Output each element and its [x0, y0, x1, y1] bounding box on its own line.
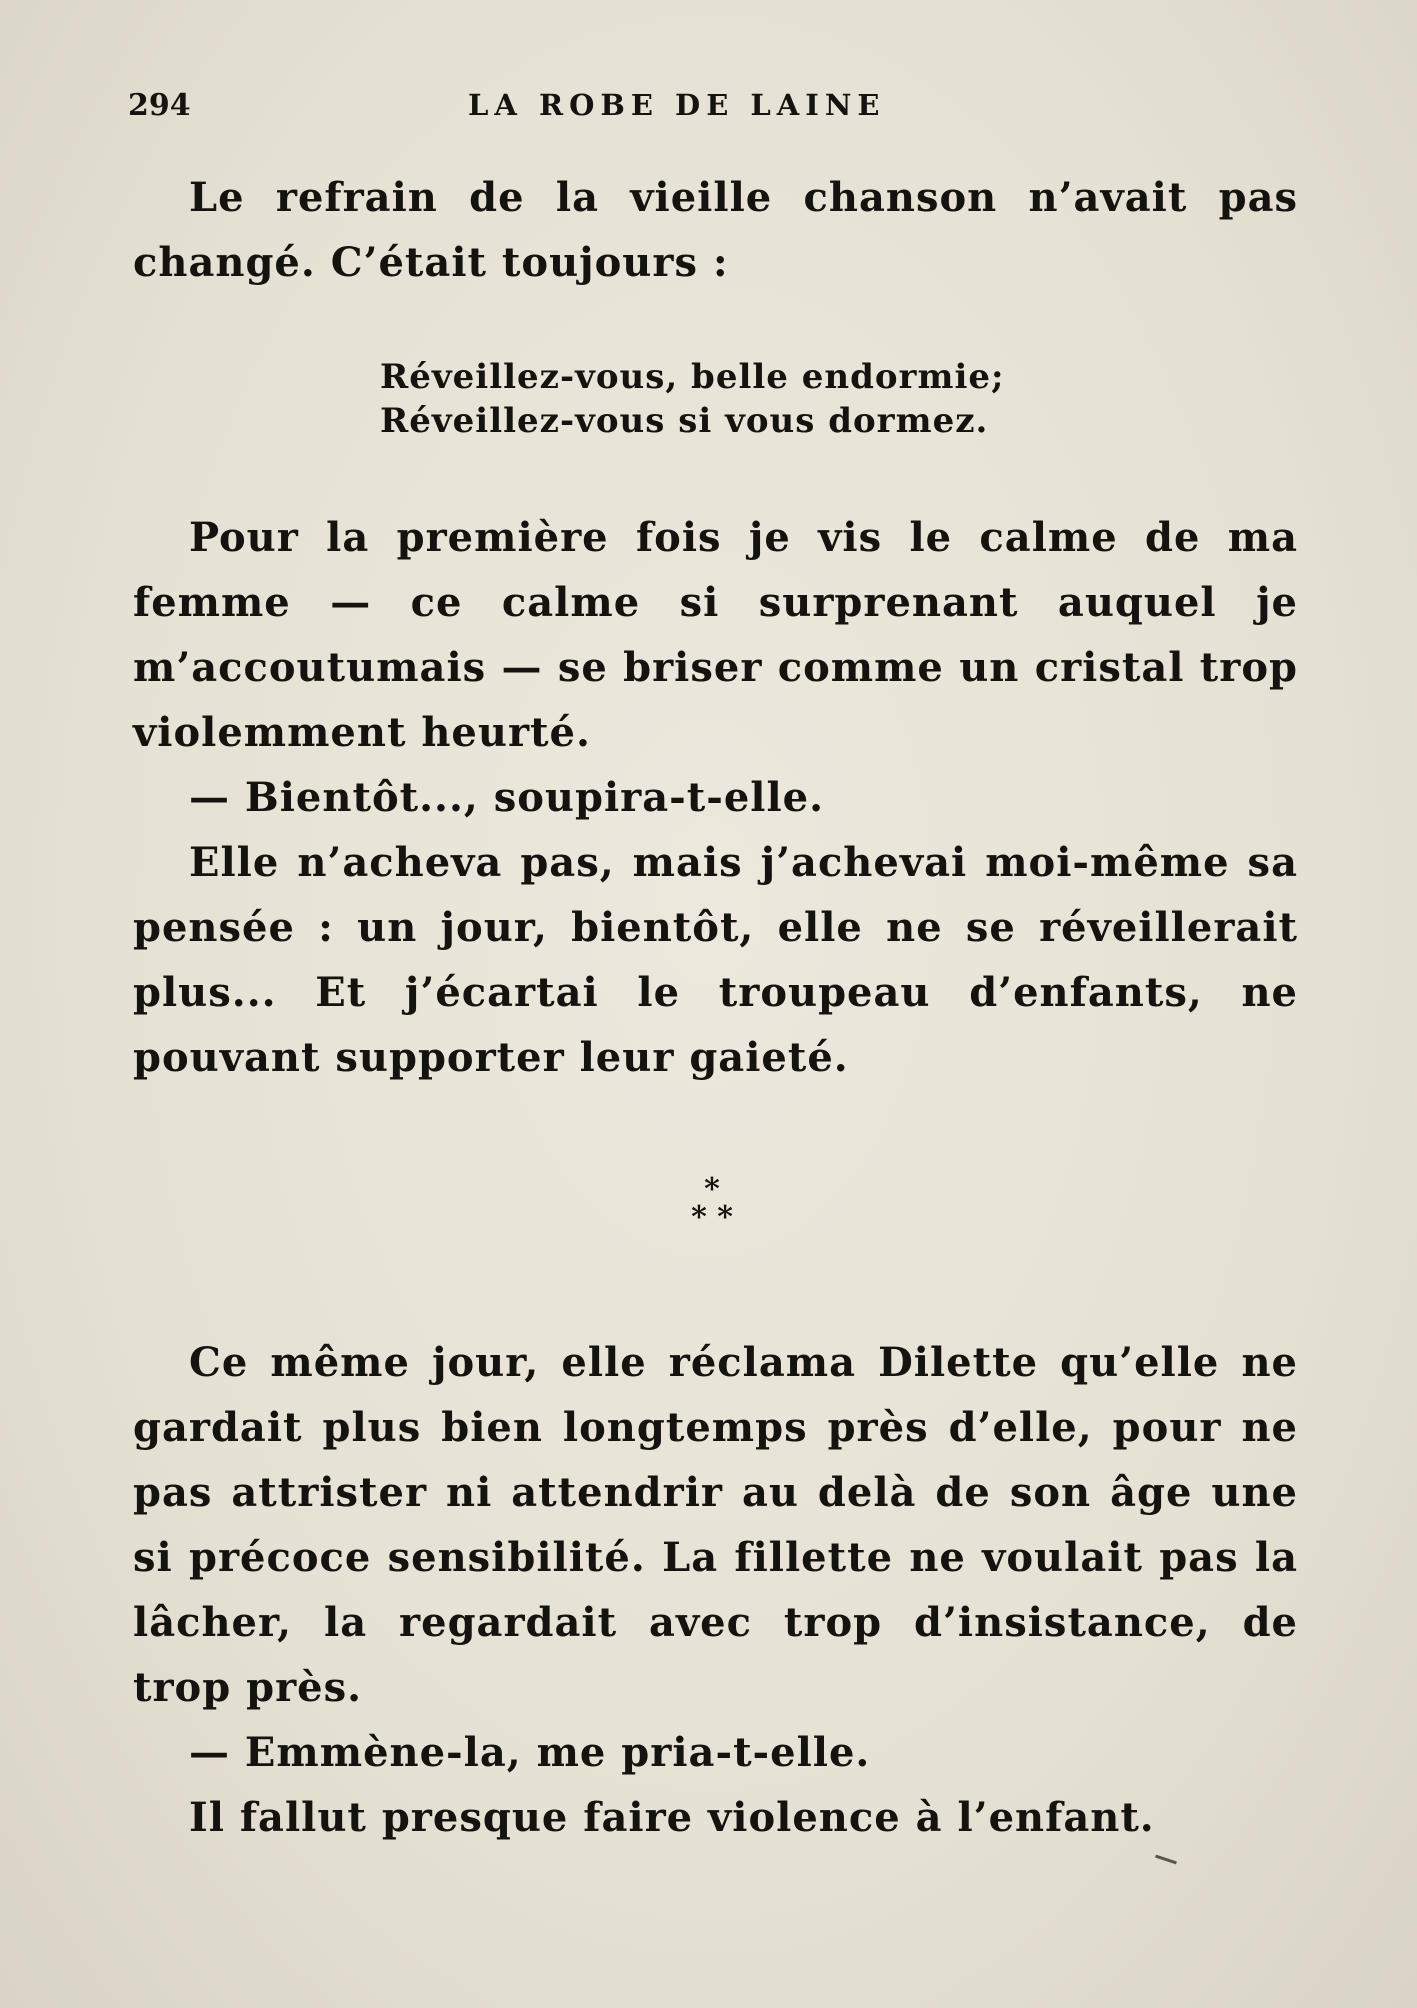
verse-line-1: Réveillez-vous, belle endormie;	[380, 357, 1005, 397]
page-header	[128, 88, 1300, 138]
verse-line-2: Réveillez-vous si vous dormez.	[380, 401, 989, 441]
paragraph-emmene: — Emmène-la, me pria-t-elle.	[189, 1729, 871, 1776]
paragraph-acheva: Elle n’acheva pas, mais j’achevai moi-même sa pensée : un jour, bientôt, elle ne se réveillerait plus... Et j’écartai le troupeau d’enfants, ne pouvant supporter leur gaieté.	[133, 839, 1298, 1081]
paragraph-refrain: Le refrain de la vieille chanson n’avait pas changé. C’était toujours :	[133, 174, 1298, 286]
paragraph-calme: Pour la première fois je vis le calme de ma femme — ce calme si surprenant auquel je m’accoutumais — se briser comme un cristal trop violemment heurté.	[133, 514, 1298, 756]
section-separator-asterism	[672, 1172, 752, 1236]
asterism-bottom: * *	[691, 1200, 733, 1235]
running-title: LA ROBE DE LAINE	[468, 88, 886, 122]
page-number: 294	[128, 88, 191, 123]
verse-quote	[380, 355, 1005, 443]
text-block-2	[133, 505, 1298, 1090]
stray-ink-mark	[1155, 1855, 1177, 1865]
asterism-top: *	[704, 1172, 720, 1207]
paragraph-dilette: Ce même jour, elle réclama Dilette qu’elle ne gardait plus bien longtemps près d’elle, pour ne pas attrister ni attendrir au delà de son âge une si précoce sensibilité. La fillette ne voulait pas la lâcher, la regardait avec trop d’insistance, de trop près.	[133, 1339, 1298, 1711]
paragraph-bientot: — Bientôt..., soupira-t-elle.	[189, 774, 825, 821]
text-block-3	[133, 1330, 1298, 1850]
text-block-1	[133, 165, 1298, 295]
paragraph-violence: Il fallut presque faire violence à l’enfant.	[189, 1794, 1155, 1841]
